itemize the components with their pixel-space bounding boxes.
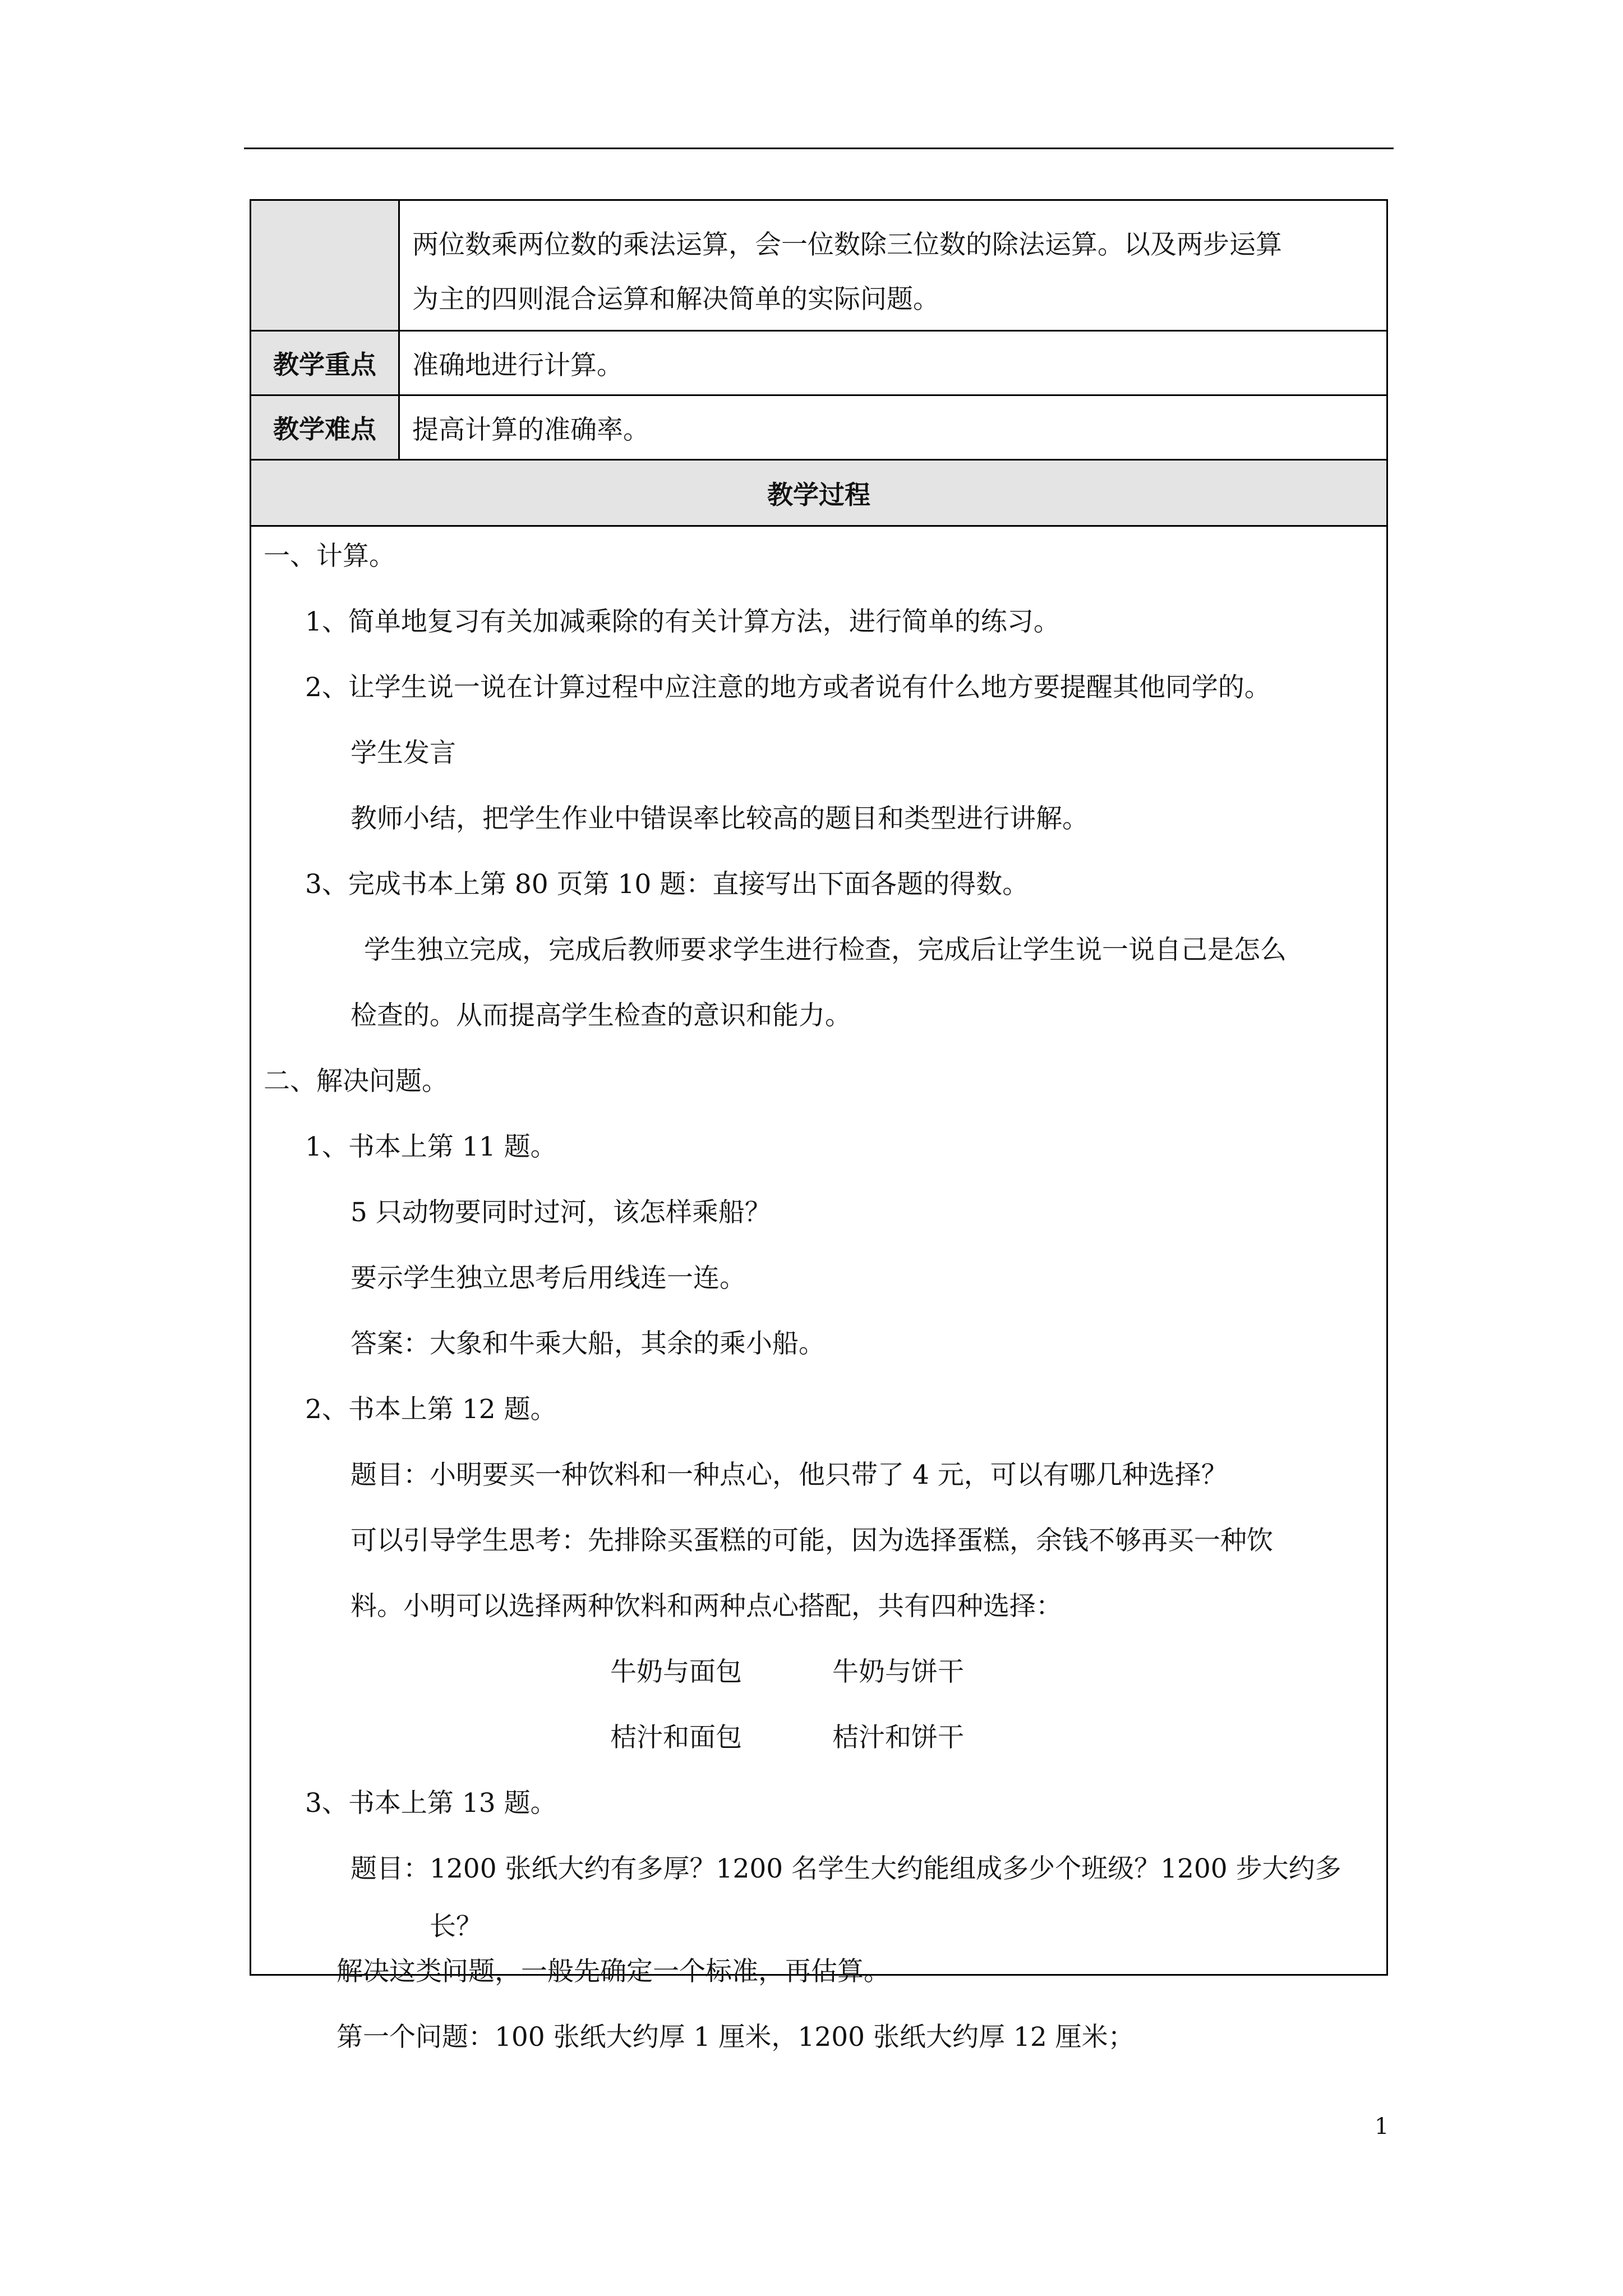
process-body — [251, 527, 1386, 1974]
body-line: 1、简单地复习有关加减乘除的有关计算方法，进行简单的练习。 — [305, 606, 1060, 637]
difficulty-label: 教学难点 — [251, 396, 400, 459]
combo-juice-biscuit: 桔汁和饼干 — [832, 1722, 964, 1753]
difficulty-value: 提高计算的准确率。 — [412, 414, 649, 445]
page-number: 1 — [1375, 2114, 1389, 2139]
body-line: 可以引导学生思考：先排除买蛋糕的可能，因为选择蛋糕，余钱不够再买一种饮 — [351, 1525, 1273, 1556]
body-line: 教师小结，把学生作业中错误率比较高的题目和类型进行讲解。 — [351, 803, 1089, 834]
difficulty-row — [251, 396, 1386, 461]
intro-cell — [400, 201, 1386, 330]
body-line: 3、书本上第 13 题。 — [305, 1788, 557, 1819]
body-line: 长？ — [430, 1911, 482, 1942]
key-point-value: 准确地进行计算。 — [412, 349, 623, 381]
combo-milk-bread: 牛奶与面包 — [610, 1657, 742, 1687]
body-line: 第一个问题：100 张纸大约厚 1 厘米，1200 张纸大约厚 12 厘米； — [336, 2022, 1135, 2053]
intro-line-2: 为主的四则混合运算和解决简单的实际问题。 — [412, 284, 939, 315]
body-line: 学生独立完成，完成后教师要求学生进行检查，完成后让学生说一说自己是怎么 — [364, 935, 1287, 965]
body-line: 5 只动物要同时过河，该怎样乘船？ — [351, 1197, 771, 1228]
combo-milk-biscuit: 牛奶与饼干 — [832, 1657, 964, 1687]
body-line: 题目：小明要买一种饮料和一种点心，他只带了 4 元，可以有哪几种选择？ — [351, 1460, 1228, 1490]
key-point-row — [251, 332, 1386, 396]
body-line: 料。小明可以选择两种饮料和两种点心搭配，共有四种选择： — [351, 1591, 1062, 1622]
body-line: 学生发言 — [351, 738, 456, 769]
body-line: 解决这类问题，一般先确定一个标准，再估算。 — [336, 1956, 890, 1987]
body-line: 2、书本上第 12 题。 — [305, 1394, 557, 1425]
lesson-table — [250, 199, 1388, 1976]
body-line: 要示学生独立思考后用线连一连。 — [351, 1263, 746, 1294]
body-line: 答案：大象和牛乘大船，其余的乘小船。 — [351, 1328, 825, 1359]
body-line: 3、完成书本上第 80 页第 10 题：直接写出下面各题的得数。 — [305, 869, 1029, 900]
combo-juice-bread: 桔汁和面包 — [610, 1722, 742, 1753]
intro-row — [251, 201, 1386, 332]
section-heading-problems: 二、解决问题。 — [264, 1066, 448, 1097]
section-heading-calc: 一、计算。 — [264, 541, 395, 572]
key-point-label: 教学重点 — [251, 332, 400, 394]
body-line: 2、让学生说一说在计算过程中应注意的地方或者说有什么地方要提醒其他同学的。 — [305, 672, 1271, 703]
intro-label-cell — [251, 201, 400, 330]
intro-line-1: 两位数乘两位数的乘法运算，会一位数除三位数的除法运算。以及两步运算 — [412, 229, 1282, 260]
process-title: 教学过程 — [251, 461, 1386, 527]
body-line: 检查的。从而提高学生检查的意识和能力。 — [351, 1000, 851, 1031]
header-rule — [244, 148, 1394, 149]
body-line: 1、书本上第 11 题。 — [305, 1131, 557, 1162]
body-line: 题目：1200 张纸大约有多厚？1200 名学生大约能组成多少个班级？1200 步大约多 — [351, 1853, 1341, 1884]
